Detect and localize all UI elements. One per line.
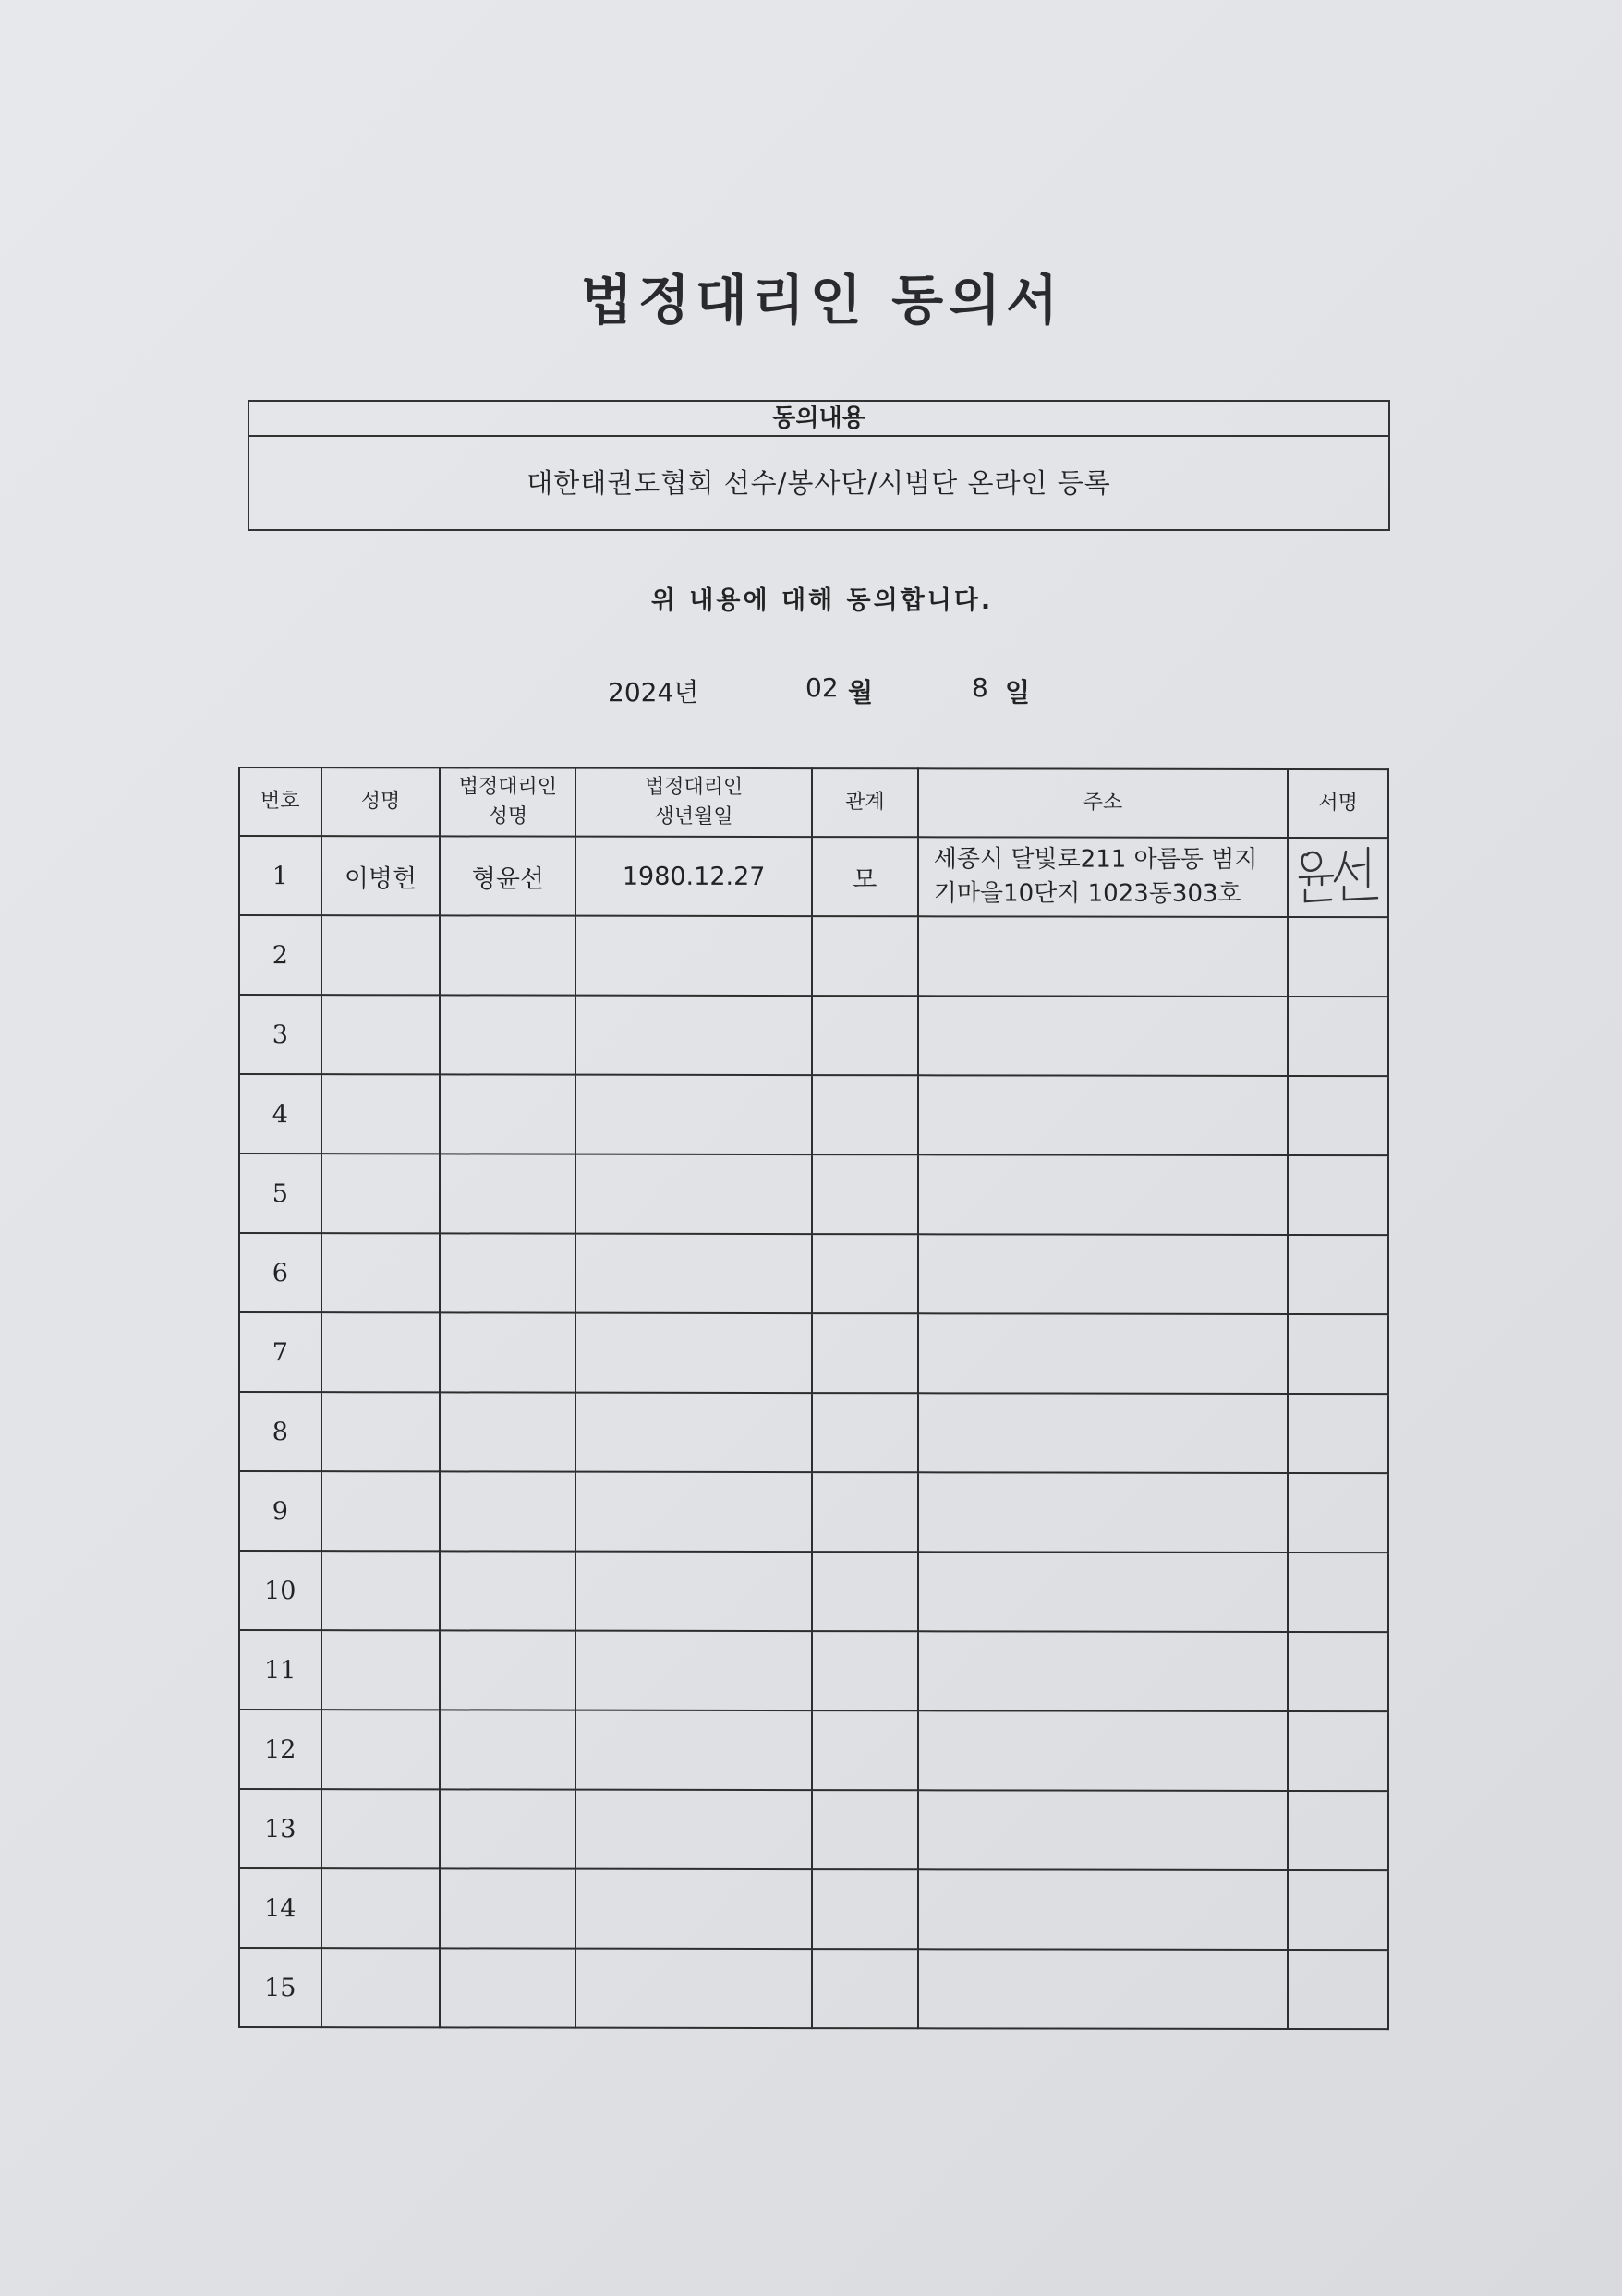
row-number: 5 [239,1154,321,1233]
table-row [239,995,1388,1076]
row-guardian-birth: 1980.12.27 [575,837,812,916]
header-signature: 서명 [1288,769,1388,838]
row-number: 8 [239,1392,321,1471]
table-row [239,1789,1388,1870]
table-row [239,836,1388,917]
row-address [918,837,1289,917]
table-row [239,1868,1388,1950]
row-number: 4 [239,1074,321,1154]
row-address-line2: 기마을10단지 1023동303호 [933,879,1241,908]
registration-table [238,767,1389,2030]
row-signature [1288,838,1388,917]
header-address: 주소 [918,768,1289,838]
row-number: 13 [239,1789,321,1868]
agreement-statement: 위 내용에 대해 동의합니다. [650,586,994,615]
date-month-unit: 월 [848,677,874,707]
table-row [239,1710,1388,1791]
header-guardian-birth [575,768,812,837]
row-number: 2 [239,915,321,995]
date-month: 02 [805,672,839,703]
table-row [239,1233,1388,1314]
row-number: 15 [239,1948,321,2027]
table-row [239,915,1388,997]
header-guardian-name-line1: 법정대리인 [458,775,557,799]
consent-content-text: 대한태권도협회 선수/봉사단/시범단 온라인 등록 [527,467,1111,499]
table-row [239,1392,1388,1473]
table-row [239,1551,1388,1632]
header-relation: 관계 [812,768,918,837]
document-title: 법정대리인 동의서 [580,269,1064,332]
table-row [239,1154,1388,1235]
row-number: 10 [239,1551,321,1630]
row-number: 1 [239,836,321,915]
row-number: 7 [239,1312,321,1392]
header-name: 성명 [321,767,441,836]
date-year: 2024년 [608,677,699,707]
table-header-row [239,767,1388,838]
header-guardian-birth-line1: 법정대리인 [645,775,744,799]
row-address-line1: 세종시 달빛로211 아름동 범지 [933,845,1258,874]
row-number: 3 [239,995,321,1074]
header-no: 번호 [239,767,321,836]
row-guardian-name: 형윤선 [440,836,575,915]
handwritten-signature [1294,842,1383,912]
header-guardian-name [440,767,575,836]
header-guardian-name-line2: 성명 [488,804,528,828]
table-row [239,1312,1388,1394]
date-day-unit: 일 [1005,677,1031,707]
row-number: 9 [239,1471,321,1551]
consent-content-header: 동의내용 [249,402,1388,437]
table-row [239,1948,1388,2029]
row-name: 이병헌 [321,836,441,915]
row-number: 6 [239,1233,321,1312]
table-row [239,1074,1388,1155]
table-row [239,1471,1388,1553]
row-number: 14 [239,1868,321,1948]
date-day: 8 [972,672,988,703]
row-relation: 모 [812,837,918,916]
row-number: 11 [239,1630,321,1710]
consent-content-box [248,400,1390,531]
table-row [239,1630,1388,1711]
header-guardian-birth-line2: 생년월일 [654,804,733,828]
row-number: 12 [239,1710,321,1789]
